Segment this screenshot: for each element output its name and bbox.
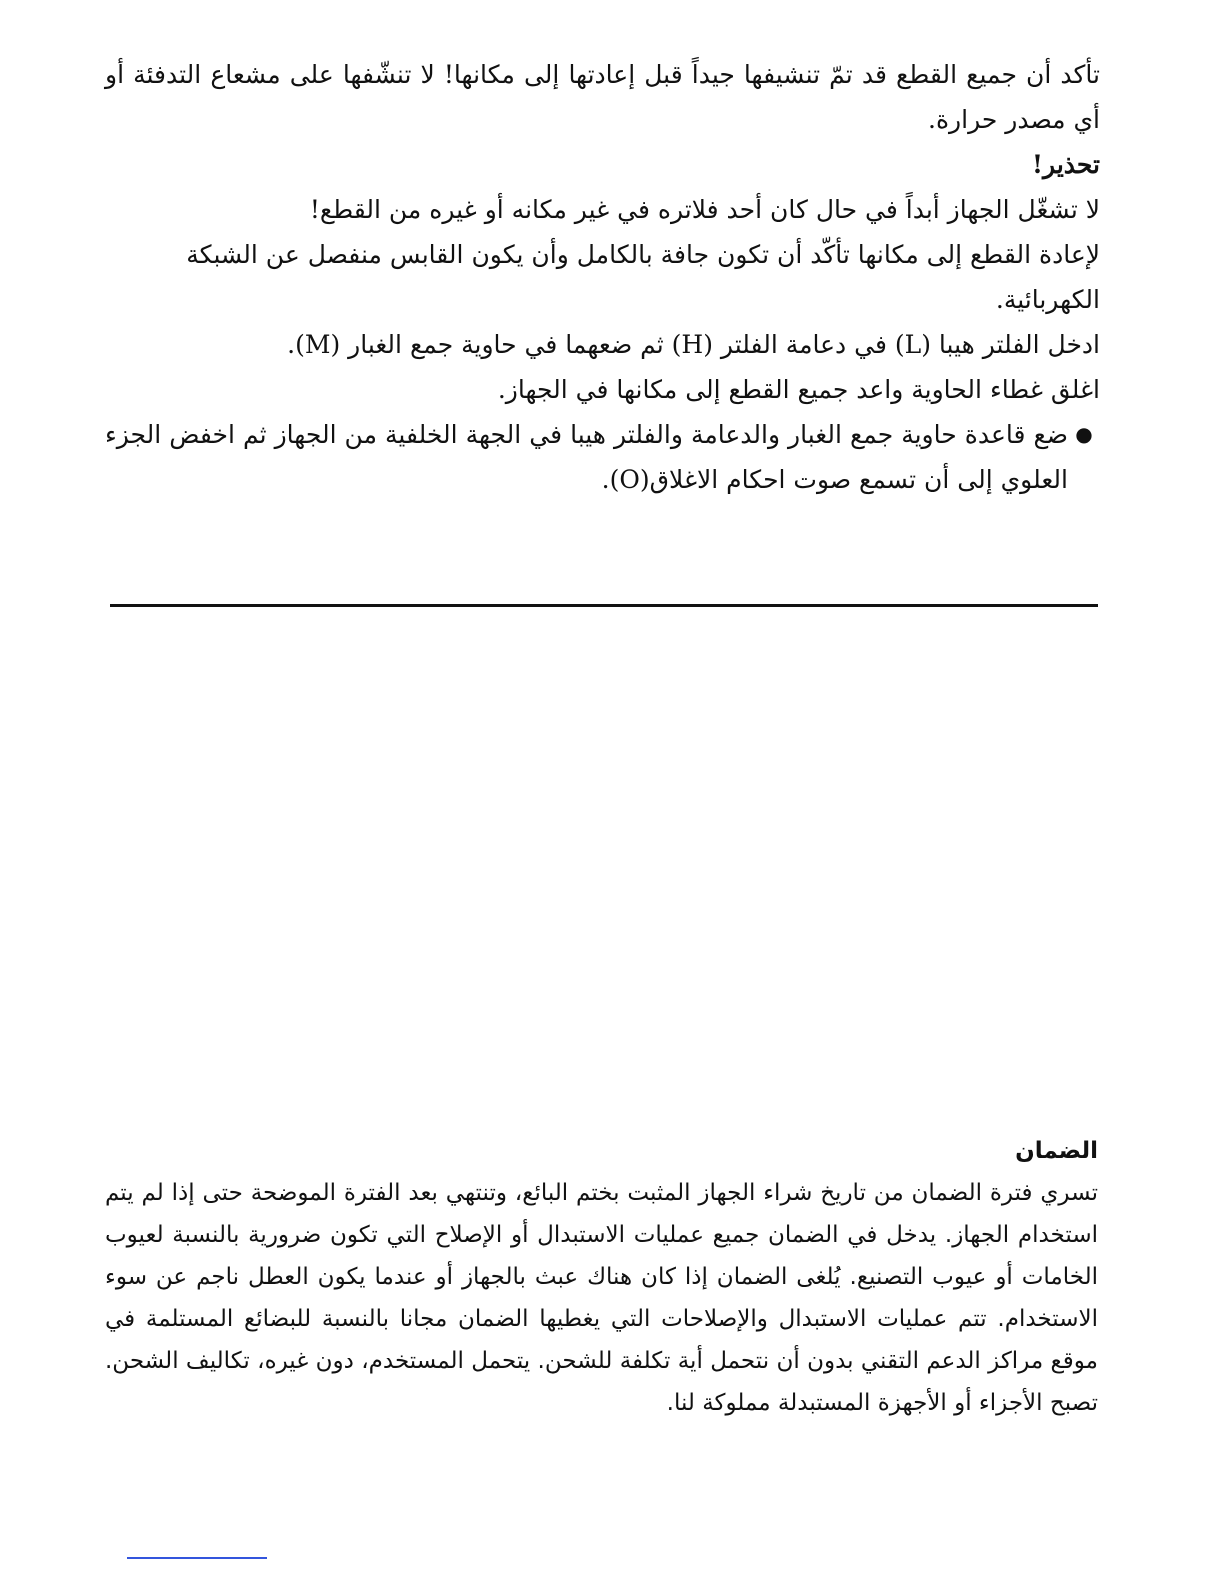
warranty-title: الضمان [1015,1138,1098,1164]
footnote-divider [127,1557,267,1559]
warning-paragraph: لا تشغّل الجهاز أبداً في حال كان أحد فلاتره في غير مكانه أو غيره من القطع! [309,195,1100,224]
warranty-body: تسري فترة الضمان من تاريخ شراء الجهاز المثبت بختم البائع، وتنتهي بعد الفترة الموضحة حتى إذا لم يتم استخدام الجهاز. يدخل في الضمان جميع عمليات الاستبدال أو الإصلاح التي تكون ضرورية بالنسبة لعيوب الخامات أو عيوب التصنيع. يُلغى الضمان إذا كان هناك عبث بالجهاز أو عندما يكون العطل ناجم عن سوء الاستخدام. تتم عمليات الاستبدال والإصلاحات التي يغطيها الضمان مجانا بالنسبة للبضائع المستلمة في موقع مراكز الدعم التقني بدون أن نتحمل أية تكلفة للشحن. يتحمل المستخدم، دون غيره، تكاليف الشحن. تصبح الأجزاء أو الأجهزة المستبدلة مملوكة لنا. [105,1180,1098,1416]
section-divider [110,604,1098,607]
reassemble-paragraph: لإعادة القطع إلى مكانها تأكّد أن تكون جافة بالكامل وأن يكون القابس منفصل عن الشبكة الكهربائية. [186,240,1100,314]
insert-filter-paragraph: ادخل الفلتر هيبا (L) في دعامة الفلتر (H) ثم ضعهما في حاوية جمع الغبار (M). [287,330,1100,359]
warranty-section [105,1130,1098,1424]
warning-heading: تحذير! [1032,150,1100,179]
bullet-step-text: ضع قاعدة حاوية جمع الغبار والدعامة والفلتر هيبا في الجهة الخلفية من الجهاز ثم اخفض الجزء العلوي إلى أن تسمع صوت احكام الاغلاق(O). [105,420,1068,494]
maintenance-instructions [105,52,1100,502]
bullet-list-item [105,412,1100,502]
close-cover-paragraph: اغلق غطاء الحاوية واعد جميع القطع إلى مكانها في الجهاز. [497,375,1100,404]
dry-parts-paragraph: تأكد أن جميع القطع قد تمّ تنشيفها جيداً قبل إعادتها إلى مكانها! لا تنشّفها على مشعاع التدفئة أو أي مصدر حرارة. [105,60,1100,134]
bullet-icon: ● [1075,422,1093,446]
